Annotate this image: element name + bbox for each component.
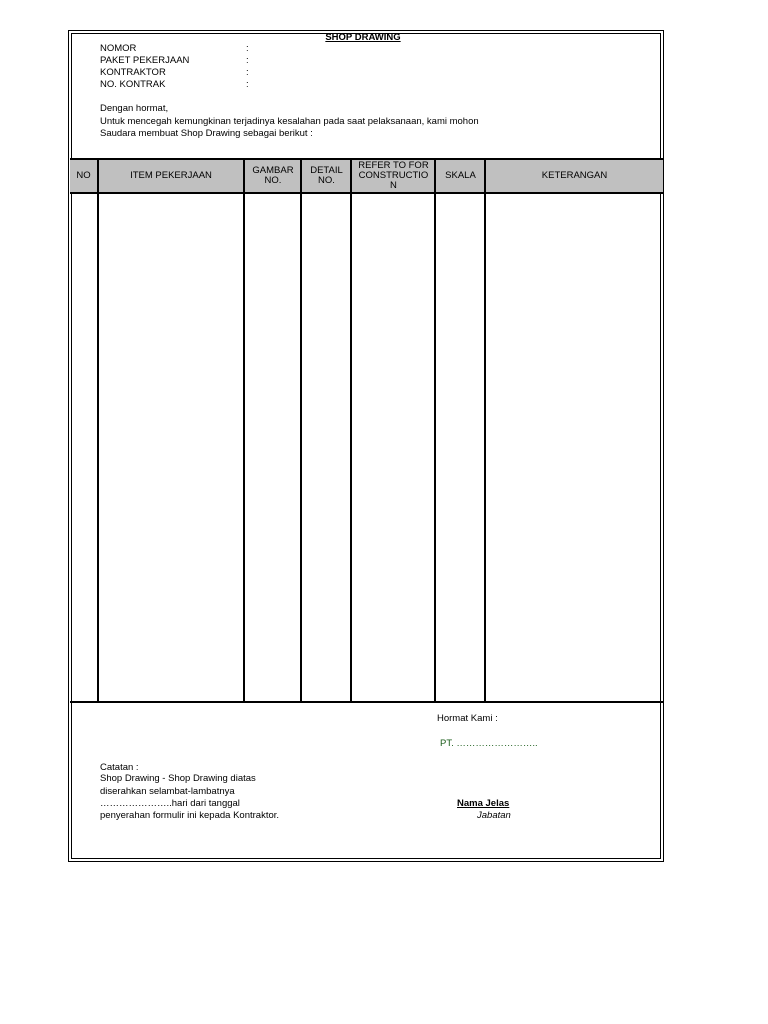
notes-line-2: diserahkan selambat-lambatnya: [100, 786, 235, 797]
field-label: NOMOR: [100, 43, 137, 54]
field-colon: :: [246, 55, 249, 66]
column-divider: [97, 158, 99, 703]
signature-name: Nama Jelas: [457, 798, 510, 809]
header-field-no-kontrak: [100, 79, 249, 90]
closing-text: Hormat Kami :: [437, 713, 498, 724]
header-skala: SKALA: [445, 170, 476, 181]
signature-title: Jabatan: [477, 810, 511, 821]
header-refer-to-construction: REFER TO FOR CONSTRUCTIO N: [358, 160, 429, 191]
column-divider: [243, 158, 245, 703]
header-no: NO: [76, 170, 91, 181]
form-title: SHOP DRAWING: [325, 32, 401, 43]
header-keterangan: KETERANGAN: [541, 170, 608, 181]
header-gambar-no: GAMBAR NO.: [252, 165, 294, 186]
header-field-nomor: [100, 43, 249, 54]
column-divider: [434, 158, 436, 703]
greeting: Dengan hormat,: [100, 103, 169, 114]
header-detail-no: DETAIL NO.: [310, 165, 343, 186]
header-item-pekerjaan: ITEM PEKERJAAN: [130, 170, 212, 181]
notes-label: Catatan :: [100, 762, 139, 773]
field-colon: :: [246, 67, 249, 78]
table-bottom-border: [70, 701, 663, 703]
field-colon: :: [246, 43, 249, 54]
notes-line-1: Shop Drawing - Shop Drawing diatas: [100, 773, 256, 784]
shop-drawing-table: [70, 158, 663, 703]
field-label: PAKET PEKERJAAN: [100, 55, 190, 66]
column-divider: [350, 158, 352, 703]
field-colon: :: [246, 79, 249, 90]
notes-line-3: …………………..hari dari tanggal: [100, 798, 240, 809]
field-label: NO. KONTRAK: [100, 79, 166, 90]
notes-line-4: penyerahan formulir ini kepada Kontraktor.: [100, 810, 280, 821]
intro-line-1: Untuk mencegah kemungkinan terjadinya kesalahan pada saat pelaksanaan, kami mohon: [100, 116, 479, 127]
header-field-paket-pekerjaan: [100, 55, 249, 66]
company-line: PT. ……………………..: [440, 738, 538, 749]
column-divider: [300, 158, 302, 703]
header-field-kontraktor: [100, 67, 249, 78]
field-label: KONTRAKTOR: [100, 67, 166, 78]
intro-line-2: Saudara membuat Shop Drawing sebagai berikut :: [100, 128, 313, 139]
column-divider: [484, 158, 486, 703]
